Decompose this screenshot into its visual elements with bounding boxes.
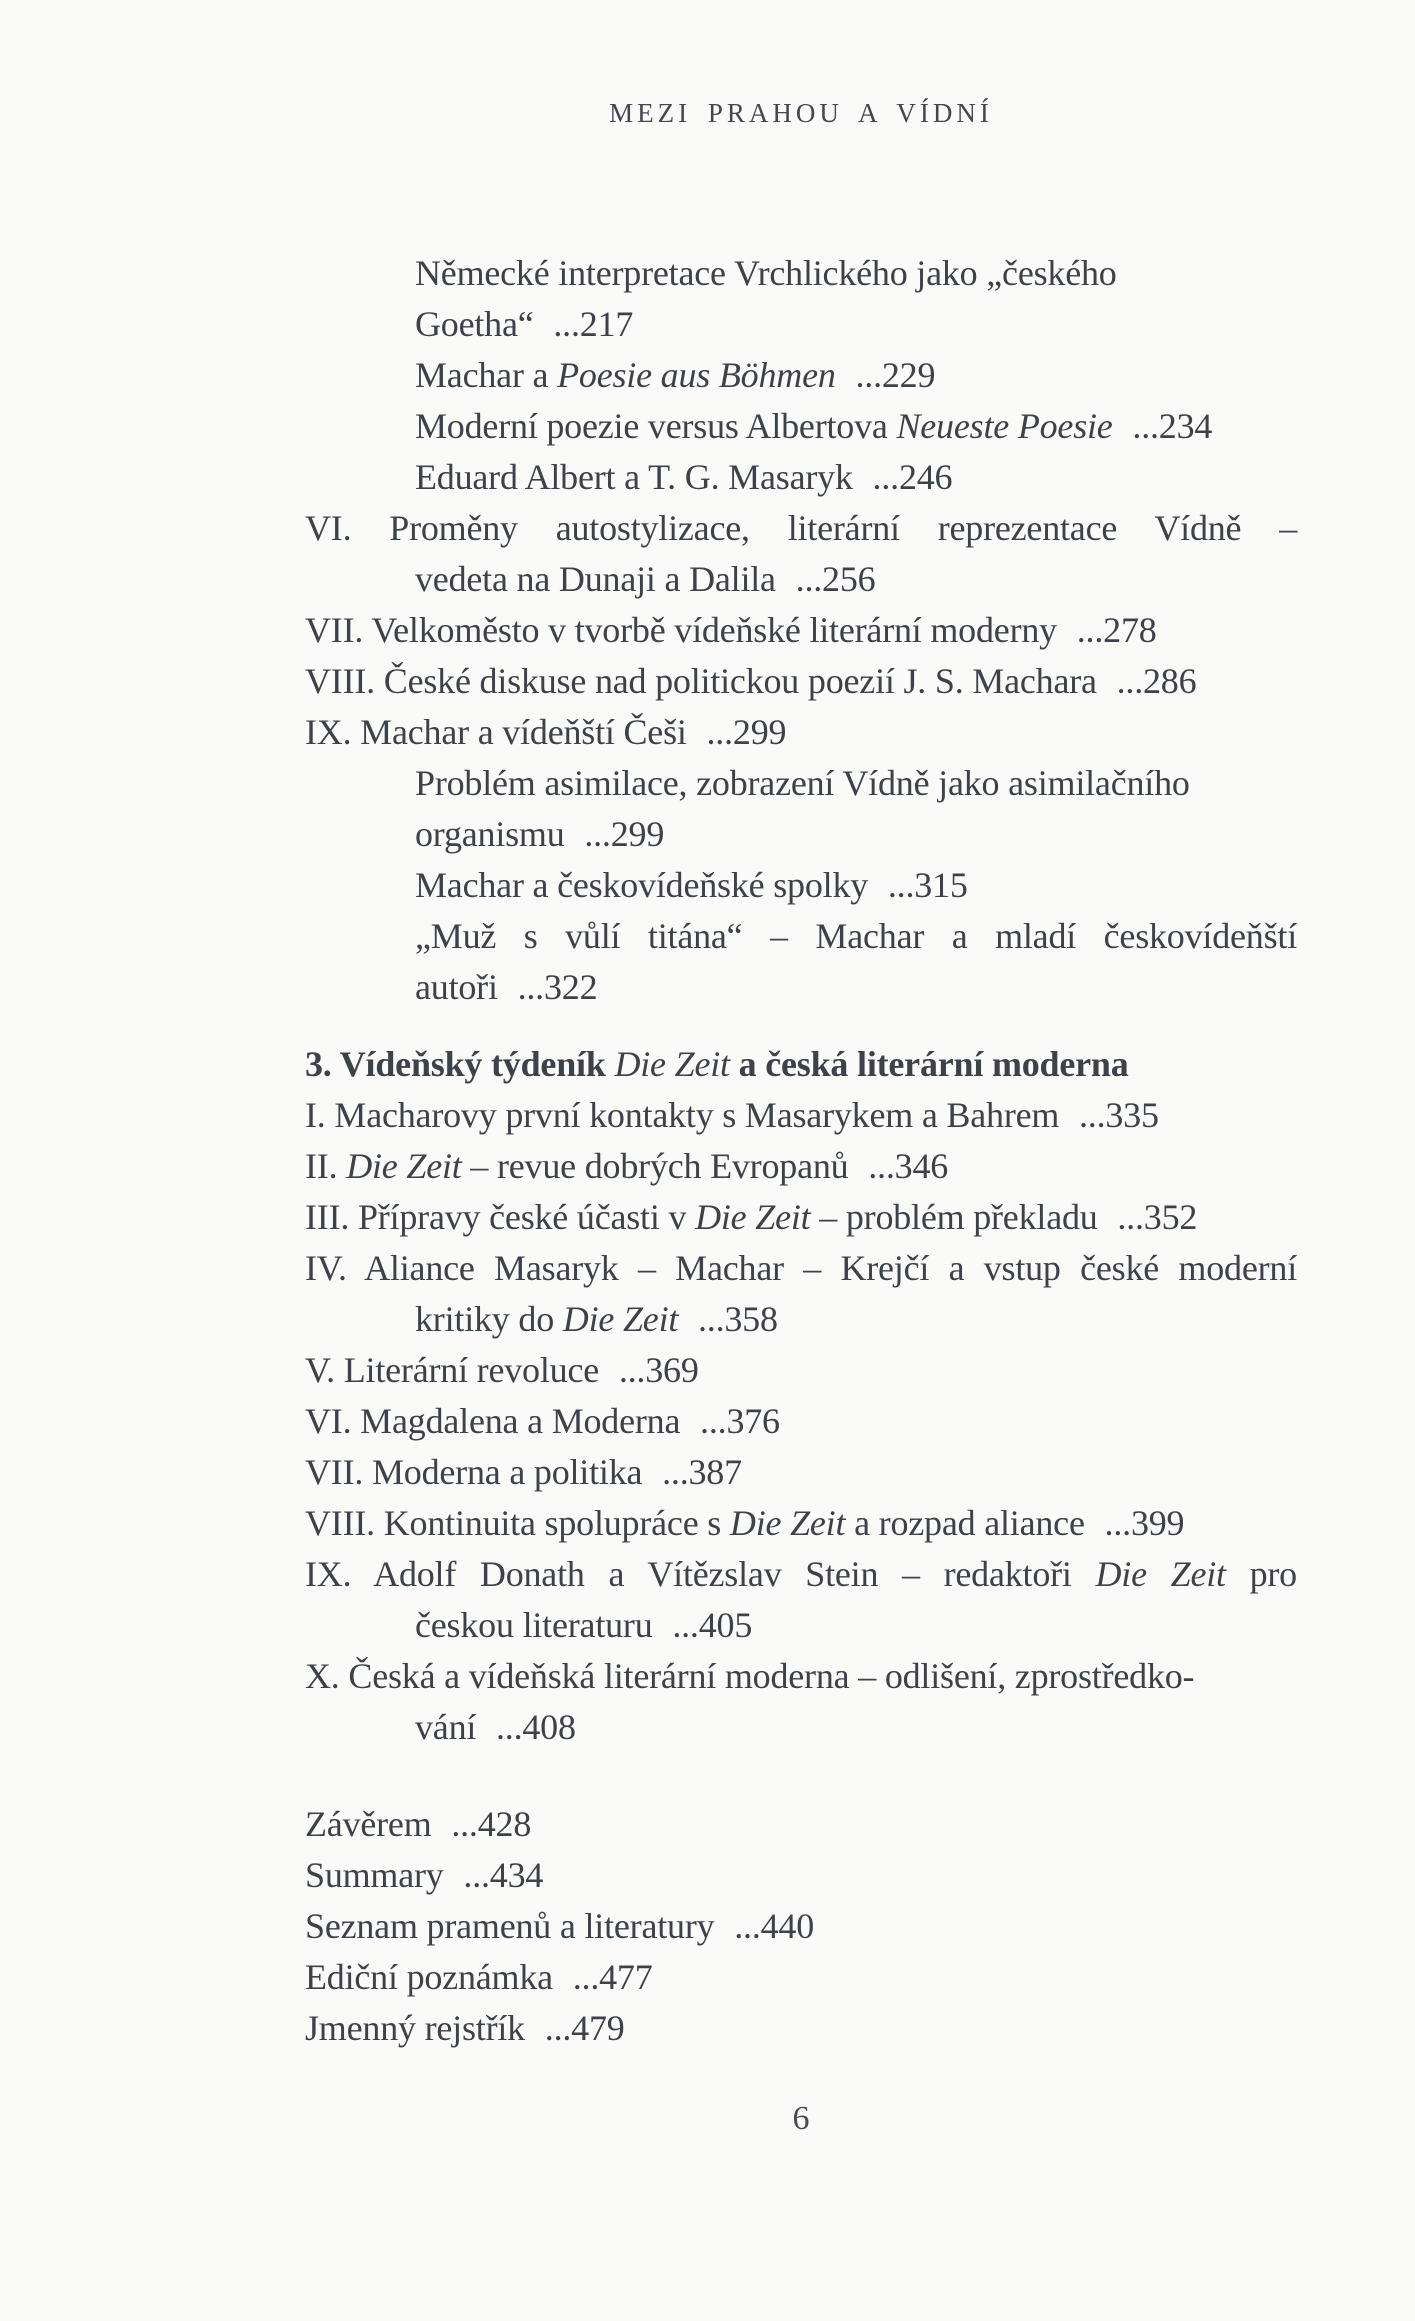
toc-line xyxy=(305,1396,1297,1447)
toc-entry-text: vedeta na Dunaji a Dalila xyxy=(415,559,776,599)
toc-section xyxy=(305,1039,1297,1753)
page-ref: ...278 xyxy=(1076,610,1157,650)
toc-line xyxy=(305,1901,1297,1952)
toc-entry-text: Die Zeit xyxy=(346,1146,462,1186)
toc-entry-text: VI. Magdalena a Moderna xyxy=(305,1401,681,1441)
page-ref: ...322 xyxy=(517,967,598,1007)
toc-entry-text: Jmenný rejstřík xyxy=(305,2008,525,2048)
toc-entry-text: Neueste Poesie xyxy=(896,406,1113,446)
toc-entry-text: VII. Velkoměsto v tvorbě vídeňské literární moderny xyxy=(305,610,1057,650)
toc-line xyxy=(305,860,1297,911)
page-ref: ...217 xyxy=(553,304,634,344)
toc-line xyxy=(305,1600,1297,1651)
toc-line xyxy=(305,1549,1297,1600)
toc-line xyxy=(305,299,1297,350)
toc-section xyxy=(305,248,1297,1013)
toc-section xyxy=(305,1799,1297,2054)
toc-entry-text: a česká literární moderna xyxy=(729,1044,1129,1084)
page-ref: ...408 xyxy=(495,1707,576,1747)
page-ref: ...387 xyxy=(662,1452,742,1492)
toc-entry-text: I. Macharovy první kontakty s Masarykem a Bahrem xyxy=(305,1095,1060,1135)
toc-line xyxy=(305,1345,1297,1396)
toc-entry-text: 3. Vídeňský týdeník xyxy=(305,1044,615,1084)
toc-line xyxy=(305,1799,1297,1850)
toc-entry-text: – problém překladu xyxy=(810,1197,1098,1237)
toc-entry-text: Machar a českovídeňské spolky xyxy=(415,865,869,905)
toc-line xyxy=(305,1192,1297,1243)
toc-line xyxy=(305,2003,1297,2054)
toc-entry-text: a rozpad aliance xyxy=(845,1503,1085,1543)
toc-entry-text: Machar a xyxy=(415,355,558,395)
toc-entry-text: IV. Aliance Masaryk – Machar – Krejčí a vstup české moderní xyxy=(305,1248,1297,1288)
toc-entry-text: vání xyxy=(415,1707,477,1747)
toc-line xyxy=(305,1039,1297,1090)
table-of-contents xyxy=(305,248,1297,2054)
toc-entry-text: Problém asimilace, zobrazení Vídně jako asimilačního xyxy=(415,763,1190,803)
toc-entry-text: Poesie aus Böhmen xyxy=(557,355,836,395)
toc-entry-text: Moderní poezie versus Albertova xyxy=(415,406,897,446)
toc-entry-text: Die Zeit xyxy=(562,1299,679,1339)
toc-line xyxy=(305,1243,1297,1294)
toc-line xyxy=(305,1294,1297,1345)
toc-entry-text: VIII. České diskuse nad politickou poezií J. S. Machara xyxy=(305,661,1097,701)
running-header: MEZI PRAHOU A VÍDNÍ xyxy=(609,98,993,128)
toc-entry-text: Ediční poznámka xyxy=(305,1957,553,1997)
page-number: 6 xyxy=(792,2100,810,2137)
toc-entry-text: Die Zeit xyxy=(1095,1554,1226,1594)
page-ref: ...352 xyxy=(1117,1197,1198,1237)
toc-entry-text: IX. Machar a vídeňští Češi xyxy=(305,712,687,752)
toc-entry-text: VI. Proměny autostylizace, literární reprezentace Vídně – xyxy=(305,508,1297,548)
page-ref: ...346 xyxy=(868,1146,949,1186)
page-ref: ...369 xyxy=(618,1350,699,1390)
toc-entry-text: kritiky do xyxy=(415,1299,563,1339)
toc-entry-text: Die Zeit xyxy=(695,1197,811,1237)
toc-line xyxy=(305,503,1297,554)
toc-entry-text: V. Literární revoluce xyxy=(305,1350,600,1390)
toc-entry-text: pro xyxy=(1225,1554,1297,1594)
toc-line xyxy=(305,962,1297,1013)
toc-line xyxy=(305,554,1297,605)
toc-line xyxy=(305,1702,1297,1753)
toc-line xyxy=(305,1447,1297,1498)
page-ref: ...246 xyxy=(872,457,953,497)
toc-line xyxy=(305,1090,1297,1141)
toc-line xyxy=(305,452,1297,503)
toc-line xyxy=(305,1141,1297,1192)
toc-entry-text: organismu xyxy=(415,814,565,854)
toc-line xyxy=(305,350,1297,401)
toc-entry-text: Závěrem xyxy=(305,1804,432,1844)
page-ref: ...335 xyxy=(1078,1095,1159,1135)
toc-entry-text: X. Česká a vídeňská literární moderna – odlišení, zprostředko- xyxy=(305,1656,1195,1696)
toc-entry-text: Německé interpretace Vrchlického jako „českého xyxy=(415,253,1117,293)
toc-line xyxy=(305,911,1297,962)
page-ref: ...428 xyxy=(451,1804,532,1844)
page-ref: ...399 xyxy=(1104,1503,1185,1543)
toc-entry-text: Goetha“ xyxy=(415,304,534,344)
toc-line xyxy=(305,401,1297,452)
toc-entry-text: Eduard Albert a T. G. Masaryk xyxy=(415,457,853,497)
toc-line xyxy=(305,758,1297,809)
toc-entry-text: Die Zeit xyxy=(614,1044,730,1084)
page-ref: ...299 xyxy=(584,814,665,854)
toc-entry-text: Die Zeit xyxy=(729,1503,846,1543)
page-ref: ...358 xyxy=(697,1299,778,1339)
toc-entry-text: VIII. Kontinuita spolupráce s xyxy=(305,1503,730,1543)
toc-line xyxy=(305,707,1297,758)
page-ref: ...477 xyxy=(572,1957,653,1997)
toc-line xyxy=(305,1651,1297,1702)
toc-entry-text: „Muž s vůlí titána“ – Machar a mladí českovídeňští xyxy=(415,916,1297,956)
page-ref: ...286 xyxy=(1116,661,1197,701)
toc-entry-text: II. xyxy=(305,1146,347,1186)
page-ref: ...376 xyxy=(700,1401,780,1441)
toc-line xyxy=(305,248,1297,299)
page-ref: ...315 xyxy=(887,865,968,905)
toc-entry-text: – revue dobrých Evropanů xyxy=(461,1146,849,1186)
page-ref: ...234 xyxy=(1132,406,1213,446)
toc-line xyxy=(305,809,1297,860)
page-ref: ...479 xyxy=(544,2008,625,2048)
page-ref: ...256 xyxy=(795,559,876,599)
toc-entry-text: Summary xyxy=(305,1855,444,1895)
page-ref: ...299 xyxy=(706,712,787,752)
toc-line xyxy=(305,1498,1297,1549)
toc-line xyxy=(305,1952,1297,2003)
toc-entry-text: VII. Moderna a politika xyxy=(305,1452,643,1492)
toc-entry-text: autoři xyxy=(415,967,498,1007)
toc-entry-text: III. Přípravy české účasti v xyxy=(305,1197,696,1237)
page-ref: ...229 xyxy=(855,355,936,395)
toc-entry-text: Seznam pramenů a literatury xyxy=(305,1906,715,1946)
toc-entry-text: IX. Adolf Donath a Vítězslav Stein – redaktoři xyxy=(305,1554,1096,1594)
page-ref: ...405 xyxy=(672,1605,753,1645)
toc-line xyxy=(305,1850,1297,1901)
toc-entry-text: českou literaturu xyxy=(415,1605,653,1645)
page-ref: ...440 xyxy=(734,1906,815,1946)
page-ref: ...434 xyxy=(463,1855,544,1895)
toc-line xyxy=(305,656,1297,707)
toc-line xyxy=(305,605,1297,656)
text-block xyxy=(305,0,1297,2321)
